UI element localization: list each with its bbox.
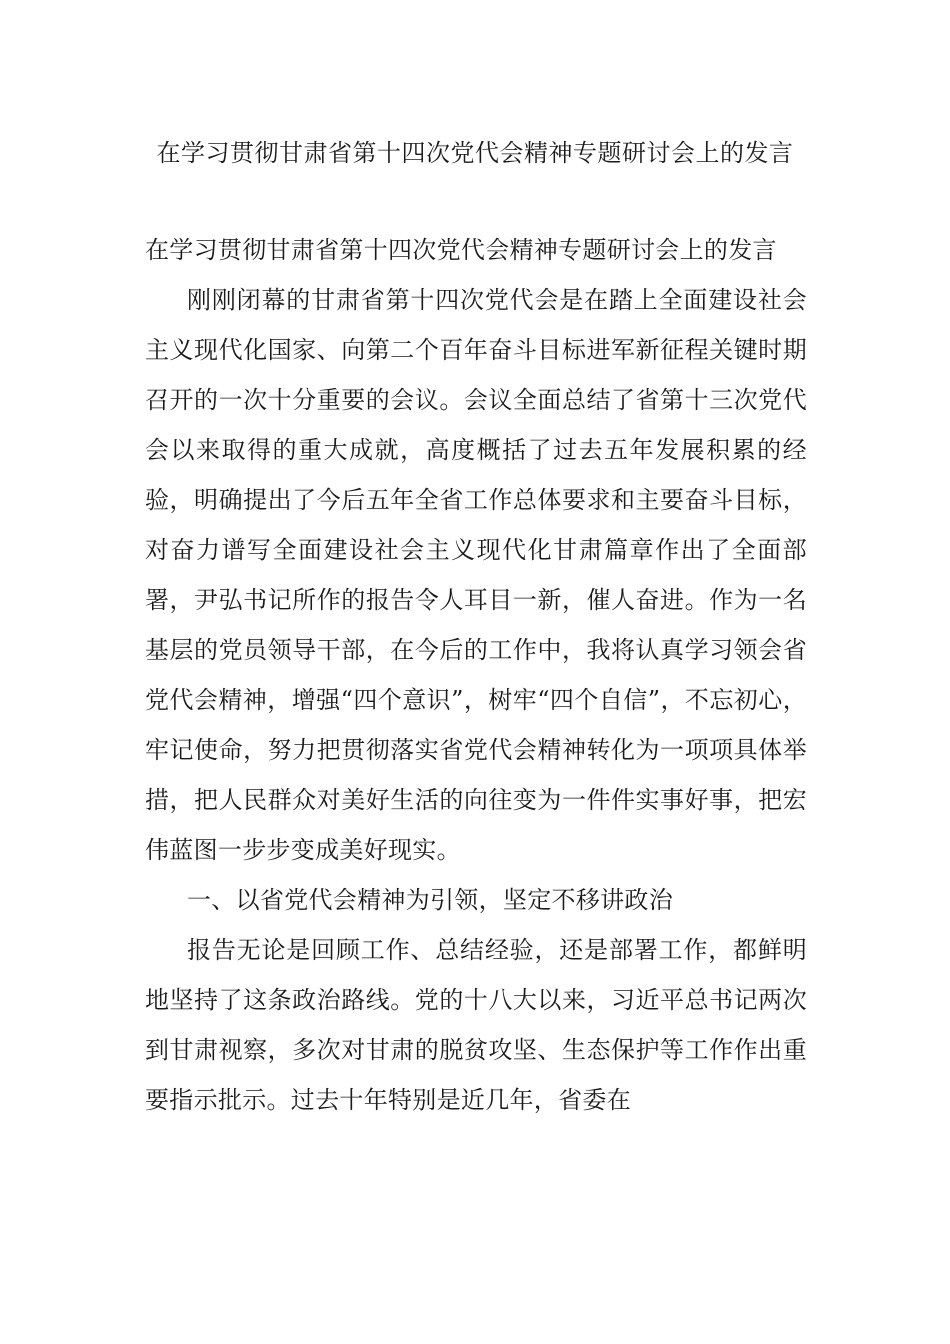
document-body	[145, 225, 807, 1125]
document-title: 在学习贯彻甘肃省第十四次党代会精神专题研讨会上的发言	[156, 139, 794, 167]
paragraph-section-1: 报告无论是回顾工作、总结经验，还是部署工作，都鲜明地坚持了这条政治路线。党的十八大以来，习近平总书记两次到甘肃视察，多次对甘肃的脱贫攻坚、生态保护等工作作出重要指示批示。过去十年特别是近几年，省委在	[145, 936, 807, 1114]
paragraph-intro: 刚刚闭幕的甘肃省第十四次党代会是在踏上全面建设社会主义现代化国家、向第二个百年奋斗目标进军新征程关键时期召开的一次十分重要的会议。会议全面总结了省第十三次党代会以来取得的重大成就，高度概括了过去五年发展积累的经验，明确提出了今后五年全省工作总体要求和主要奋斗目标，对奋力谱写全面建设社会主义现代化甘肃篇章作出了全面部署，尹弘书记所作的报告令人耳目一新，催人奋进。作为一名基层的党员领导干部，在今后的工作中，我将认真学习领会省党代会精神，增强“四个意识”，树牢“四个自信”，不忘初心，牢记使命，努力把贯彻落实省党代会精神转化为一项项具体举措，把人民群众对美好生活的向往变为一件件实事好事，把宏伟蓝图一步步变成美好现实。	[145, 286, 807, 864]
section-heading-1: 一、以省党代会精神为引领，坚定不移讲政治	[187, 886, 673, 914]
document-subtitle: 在学习贯彻甘肃省第十四次党代会精神专题研讨会上的发言	[145, 236, 777, 264]
